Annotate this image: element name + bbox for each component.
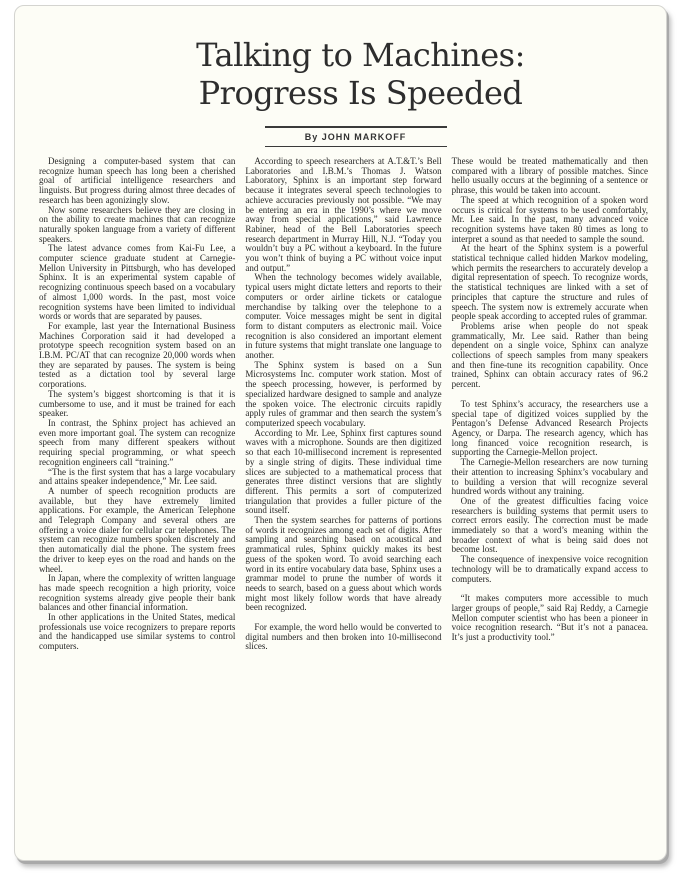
article-headline: [39, 36, 648, 112]
paragraph: These would be treated mathematically and then compared with a library of possible matches. Since hello usually occurs at the beginning of a sentence or phrase, this would be taken into account.: [451, 156, 648, 196]
paragraph: According to speech researchers at A.T.&T.’s Bell Laboratories and I.B.M.’s Thomas J. Watson Laboratory, Sphinx is an important step forward because it integrates several speech technologies to achieve accuracies previously not possible. “We may be entering an era in the 1990’s where we move away from special applications,” said Lawrence Rabiner, head of the Bell Laboratories speech research department in Murray Hill, N.J. “Today you wouldn’t buy a PC without a keyboard. In the future you won’t think of buying a PC without voice input and output.”: [245, 156, 442, 273]
paragraph: When the technology becomes widely available, typical users might dictate letters and reports to their computers or order airline tickets or catalogue merchandise by talking over the telephone to a computer. Voice messages might be sent in digital form to distant computers as electronic mail. Voice recognition is also considered an important element in future systems that might translate one language to another.: [245, 272, 442, 361]
paragraph: At the heart of the Sphinx system is a powerful statistical technique called hidden Markov modeling, which permits the researchers to accurately develop a digital representation of speech. To recognize words, the statistical techniques are linked with a set of principles that capture the structure and rules of speech. The system now is extremely accurate when people speak according to accepted rules of grammar.: [451, 243, 648, 322]
paragraph: For example, the word hello would be converted to digital numbers and then broken into 10-millisecond slices.: [245, 622, 442, 652]
paragraph: For example, last year the International Business Machines Corporation said it had developed a prototype speech recognition system based on an I.B.M. PC/AT that can recognize 20,000 words when they are separated by pauses. The system is being tested as a dictation tool by several large corporations.: [39, 320, 236, 390]
headline-line-2: Progress Is Speeded: [198, 74, 523, 112]
paragraph: The Sphinx system is based on a Sun Microsystems Inc. computer work station. Most of the speech processing, however, is performed by specialized hardware designed to sample and analyze the spoken voice. The electronic circuits rapidly apply rules of grammar and then search the system’s computerized speech vocabulary.: [245, 359, 442, 428]
paragraph: The system’s biggest shortcoming is that it is cumbersome to use, and it must be trained for each speaker.: [39, 388, 236, 419]
paragraph: The latest advance comes from Kai-Fu Lee, a computer science graduate student at Carnegie-Mellon University in Pittsburgh, who has developed Sphinx. It is an experimental system capable of recognizing continuous speech based on a vocabulary of almost 1,000 words. In the past, most voice recognition systems have been limited to individual words or words that are separated by pauses.: [39, 243, 236, 322]
paragraph: The speed at which recognition of a spoken word occurs is critical for systems to be used comfortably, Mr. Lee said. In the past, many advanced voice recognition systems have taken 80 times as long to interpret a sound as that needed to sample the sound.: [451, 194, 648, 244]
paragraph: The consequence of inexpensive voice recognition technology will be to dramatically expand access to computers.: [451, 554, 648, 584]
paragraph: “The is the first system that has a large vocabulary and attains speaker independence,” Mr. Lee said.: [39, 466, 236, 487]
paragraph: The Carnegie-Mellon researchers are now turning their attention to increasing Sphinx’s vocabulary and to building a version that will recognize several hundred words without any training.: [451, 457, 648, 497]
article-column-2: [245, 157, 441, 652]
paragraph: A number of speech recognition products are available, but they have extremely limited applications. For example, the American Telephone and Telegraph Company and several others are offering a voice dialer for cellular car telephones. The system can recognize numbers spoken discretely and then automatically dial the phone. The system frees the driver to keep eyes on the road and hands on the wheel.: [39, 485, 236, 574]
paragraph: One of the greatest difficulties facing voice researchers is building systems that permit users to correct errors easily. The correction must be made immediately so that a word’s meaning within the broader context of what is being said does not become lost.: [451, 495, 648, 555]
paragraph: In Japan, where the complexity of written language has made speech recognition a high priority, voice recognition systems already give people their bank balances and other financial information.: [39, 573, 236, 613]
paragraph: In other applications in the United States, medical professionals use voice recognizers to prepare reports and the handicapped use similar systems to control computers.: [39, 612, 236, 652]
paragraph: To test Sphinx’s accuracy, the researchers use a special tape of digitized voices supplied by the Pentagon’s Defense Advanced Research Projects Agency, or Darpa. The research agency, which has long financed voice recognition research, is supporting the Carnegie-Mellon project.: [451, 398, 648, 458]
newspaper-clipping: [14, 5, 667, 861]
article-body: [39, 157, 648, 652]
paragraph: Designing a computer-based system that can recognize human speech has long been a cherished goal of artificial intelligence researchers and linguists. But progress during almost three decades of research has been agonizingly slow.: [39, 156, 236, 205]
byline-block: [265, 126, 447, 147]
byline: By JOHN MARKOFF: [304, 132, 407, 142]
article-column-1: [39, 157, 235, 652]
paragraph: Then the system searches for patterns of portions of words it recognizes among each set of digits. After sampling and searching based on acoustical and grammatical rules, Sphinx quickly makes its best guess of the spoken word. To avoid searching each word in its entire vocabulary data base, Sphinx uses a grammar model to prune the number of words it needs to search, based on a guess about which words might most likely follow words that have already been recognized.: [245, 515, 442, 613]
paragraph: Problems arise when people do not speak grammatically, Mr. Lee said. Rather than being dependent on a single voice, Sphinx can analyze collections of speech samples from many speakers and then fine-tune its recognition capability. Once trained, Sphinx can obtain accuracy rates of 96.2 percent.: [451, 320, 648, 390]
headline-line-1: Talking to Machines:: [196, 36, 525, 74]
paragraph: According to Mr. Lee, Sphinx first captures sound waves with a microphone. Sounds are then digitized so that each 10-millisecond increment is represented by a single string of digits. These individual time slices are subjected to a mathematical process that generates three distinct versions that are slightly different. This permits a sort of computerized triangulation that provides a fuller picture of the sound itself.: [245, 427, 442, 516]
paragraph: “It makes computers more accessible to much larger groups of people,” said Raj Reddy, a Carnegie Mellon computer scientist who has been a pioneer in voice recognition research. “But it’s not a panacea. It’s just a productivity tool.”: [451, 593, 648, 643]
paragraph: Now some researchers believe they are closing in on the ability to create machines that can recognize naturally spoken language from a variety of different speakers.: [39, 204, 236, 244]
byline-rule-bottom: [265, 146, 447, 147]
paragraph: In contrast, the Sphinx project has achieved an even more important goal. The system can recognize speech from many different speakers without requiring special programming, or what speech recognition engineers call “training.”: [39, 417, 236, 467]
article-column-3: [452, 157, 648, 652]
